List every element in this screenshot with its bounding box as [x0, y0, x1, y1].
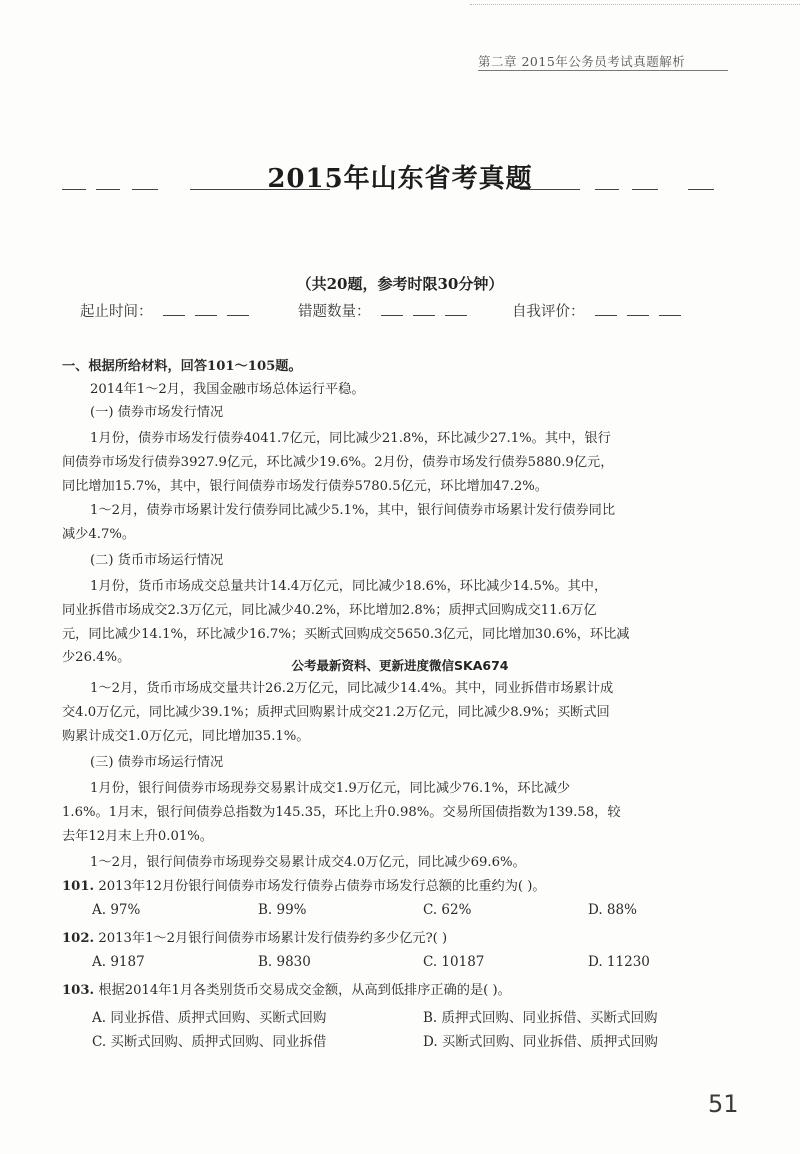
- paragraph-line: 1.6%。1月末，银行间债券总指数为145.35，环比上升0.98%。交易所国债指数为139.58，较: [62, 805, 621, 820]
- paragraph-line: 购累计成交1.0万亿元，同比增加35.1%。: [62, 729, 310, 744]
- question-text: 2013年1～2月银行间债券市场累计发行债券约多少亿元?( ): [98, 931, 448, 946]
- blank-line: [381, 303, 403, 316]
- option-d[interactable]: D. 88%: [588, 902, 637, 918]
- option-c[interactable]: C. 10187: [423, 954, 485, 970]
- option-c[interactable]: C. 62%: [423, 902, 472, 918]
- question-101: [62, 876, 546, 899]
- paragraph-line: 同比增加15.7%，其中，银行间债券市场发行债券5780.5亿元，环比增加47.2%。: [62, 479, 548, 494]
- self-eval-field: [512, 300, 681, 321]
- intro-line: 2014年1～2月，我国金融市场总体运行平稳。: [90, 382, 365, 397]
- subheading-money-market: (二) 货币市场运行情况: [90, 553, 224, 568]
- page-number: 51: [708, 1090, 739, 1118]
- question-number: 102.: [62, 931, 95, 946]
- paragraph-line: 少26.4%。: [62, 650, 131, 665]
- paragraph-line: 减少4.7%。: [62, 527, 136, 542]
- question-text: 2013年12月份银行间债券市场发行债券占债券市场发行总额的比重约为( )。: [98, 879, 546, 894]
- running-header-rule: [478, 70, 728, 71]
- paragraph-line: 间债券市场发行债券3927.9亿元，环比减少19.6%。2月份，债券市场发行债券5880.9亿元，: [62, 455, 614, 470]
- paragraph-line: 1月份，债券市场发行债券4041.7亿元，同比减少21.8%，环比减少27.1%。其中，银行: [90, 431, 611, 446]
- start-time-field: [80, 300, 249, 321]
- paragraph-line: 元，同比减少14.1%，环比减少16.7%；买断式回购成交5650.3亿元，同比增加30.6%，环比减: [62, 627, 630, 642]
- running-header: 第二章 2015年公务员考试真题解析: [478, 54, 686, 69]
- option-b[interactable]: B. 质押式回购、同业拆借、买断式回购: [423, 1010, 658, 1026]
- page-title: 2015年山东省考真题: [267, 164, 533, 194]
- option-d[interactable]: D. 买断式回购、同业拆借、质押式回购: [423, 1034, 658, 1050]
- question-number: 103.: [62, 983, 95, 998]
- watermark-text: 公考最新资料、更新进度微信SKA674: [291, 658, 509, 673]
- blank-line: [227, 303, 249, 316]
- option-a[interactable]: A. 同业拆借、质押式回购、买断式回购: [92, 1010, 327, 1026]
- paragraph-line: 1～2月，银行间债券市场现券交易累计成交4.0万亿元，同比减少69.6%。: [90, 855, 526, 870]
- blank-line: [445, 303, 467, 316]
- top-edge-rule: [470, 4, 800, 5]
- option-b[interactable]: B. 9830: [258, 954, 311, 970]
- blank-line: [595, 303, 617, 316]
- option-a[interactable]: A. 97%: [92, 902, 141, 918]
- option-d[interactable]: D. 11230: [588, 954, 650, 970]
- blank-line: [627, 303, 649, 316]
- section-heading: 一、根据所给材料，回答101～105题。: [62, 359, 302, 374]
- blank-line: [163, 303, 185, 316]
- blank-line: [195, 303, 217, 316]
- option-b[interactable]: B. 99%: [258, 902, 307, 918]
- option-a[interactable]: A. 9187: [92, 954, 145, 970]
- question-103: [62, 980, 511, 1003]
- subheading-bond-trading: (三) 债券市场运行情况: [90, 755, 224, 770]
- question-number: 101.: [62, 879, 95, 894]
- option-c[interactable]: C. 买断式回购、质押式回购、同业拆借: [92, 1034, 327, 1050]
- start-time-label: 起止时间：: [80, 304, 153, 320]
- error-count-label: 错题数量：: [298, 304, 371, 320]
- paragraph-line: 1月份，银行间债券市场现券交易累计成交1.9万亿元，同比减少76.1%，环比减少: [90, 781, 571, 796]
- question-102: [62, 928, 447, 951]
- exam-subtitle: （共20题，参考时限30分钟）: [296, 275, 504, 293]
- error-count-field: [298, 300, 467, 321]
- self-eval-label: 自我评价：: [512, 304, 585, 320]
- blank-line: [413, 303, 435, 316]
- paragraph-line: 1～2月，债券市场累计发行债券同比减少5.1%，其中，银行间债券市场累计发行债券同比: [90, 503, 616, 518]
- paragraph-line: 交4.0万亿元，同比减少39.1%；质押式回购累计成交21.2万亿元，同比减少8.9%；买断式回: [62, 705, 610, 720]
- paragraph-line: 1～2月，货币市场成交量共计26.2万亿元，同比减少14.4%。其中，同业拆借市场累计成: [90, 681, 614, 696]
- question-text: 根据2014年1月各类别货币交易成交金额，从高到低排序正确的是( )。: [98, 983, 511, 998]
- paragraph-line: 1月份，货币市场成交总量共计14.4万亿元，同比减少18.6%，环比减少14.5%。其中，: [90, 579, 608, 594]
- paragraph-line: 去年12月末上升0.01%。: [62, 829, 213, 844]
- subheading-bond-issuance: (一) 债券市场发行情况: [90, 405, 224, 420]
- blank-line: [659, 303, 681, 316]
- paragraph-line: 同业拆借市场成交2.3万亿元，同比减少40.2%，环比增加2.8%；质押式回购成交11.6万亿: [62, 603, 597, 618]
